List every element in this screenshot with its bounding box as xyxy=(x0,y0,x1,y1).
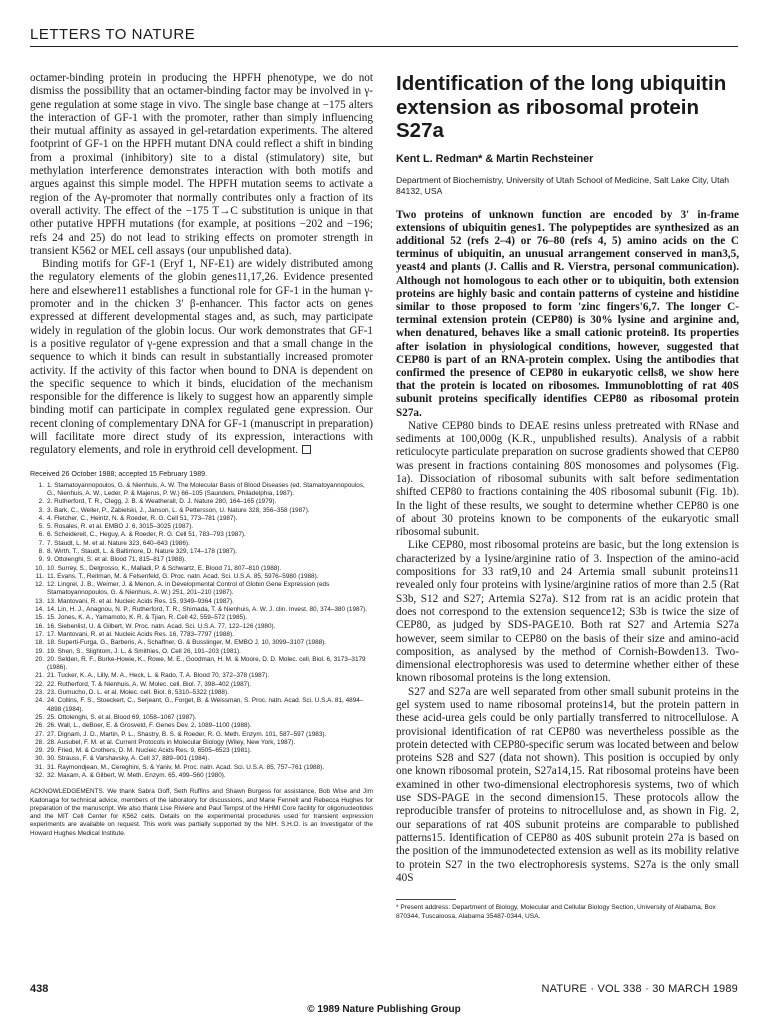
reference-number: 7. xyxy=(38,539,44,547)
section-header: LETTERS TO NATURE xyxy=(30,26,196,43)
reference-item xyxy=(30,631,373,639)
reference-number: 10. xyxy=(35,564,44,572)
reference-item xyxy=(30,531,373,539)
reference-text: 27. Dignam, J. D., Martin, P. L., Shastry, B. S. & Roeder, R. G. Meth. Enzym. 101, 587–597 (1983). xyxy=(47,730,327,738)
reference-text: 24. Collins, F. S., Stoeckert, C., Serjeant, G., Forget, B. & Weissman, S. Proc. natn. Acad. Sci. U.S.A. 81, 4894–4898 (1984). xyxy=(47,697,364,713)
header-rule xyxy=(30,46,738,47)
reference-item xyxy=(30,581,373,598)
reference-text: 16. Siebenlist, U. & Gilbert, W. Proc. natn. Acad. Sci. U.S.A. 77, 122–126 (1980). xyxy=(47,622,276,630)
author-affiliation: Department of Biochemistry, University of Utah School of Medicine, Salt Lake City, Utah 84132, USA xyxy=(396,174,730,196)
reference-text: 21. Tucker, K. A., Lilly, M. A., Heck, L. & Rado, T. A. Blood 70, 372–378 (1987). xyxy=(47,672,270,680)
reference-number: 25. xyxy=(35,713,44,721)
reference-item xyxy=(30,482,373,499)
reference-number: 11. xyxy=(35,572,44,580)
reference-number: 31. xyxy=(35,763,44,771)
article-title: Identification of the long ubiquitin extension as ribosomal protein S27a xyxy=(396,72,727,142)
reference-text: 19. Shen, S., Slightom, J. L. & Smithies, O. Cell 26, 191–203 (1981). xyxy=(47,647,241,655)
reference-text: 23. Gumucho, D. L. et al. Molec. cell. Biol. 8, 5310–5322 (1988). xyxy=(47,689,229,697)
reference-number: 13. xyxy=(35,597,44,605)
reference-item xyxy=(30,689,373,697)
reference-item xyxy=(30,623,373,631)
left-paragraph-2 xyxy=(30,258,373,457)
reference-item xyxy=(30,515,373,523)
reference-number: 1. xyxy=(38,481,44,489)
reference-item xyxy=(30,565,373,573)
received-dates: Received 26 October 1988; accepted 15 February 1989. xyxy=(30,469,208,478)
reference-text: 20. Selden, R. F., Burke-Howie, K., Rowe, M. E., Goodman, H. M. & Moore, D. D. Molec. cell. Biol. 6, 3173–3179 (1986). xyxy=(47,655,366,672)
reference-text: 5. Rosales, R. et al. EMBO J. 6, 3015–3025 (1987). xyxy=(47,523,193,531)
reference-item xyxy=(30,739,373,747)
reference-text: 8. Wirth, T., Staudt, L. & Baltimore, D. Nature 329, 174–178 (1987). xyxy=(47,547,237,555)
reference-number: 14. xyxy=(35,606,44,614)
left-paragraph-2-text: Binding motifs for GF-1 (Eryf 1, NF-E1) are widely distributed among the regulatory elements of the globin genes11,17,26. Evidence presented here and elsewhere11 establishes a functional role for GF-1 in the human γ-promoter and in the chicken 3′ β-enhancer. This factor acts on genes expressed at different developmental stages and, as such, may participate widely in regulation of the globin locus. Our work demonstrates that GF-1 is a positive regulator of γ-gene expression and that a small change in the sequence to which it binds can result in substantially increased promoter activity. If the activity of this factor when bound to DNA is dependent on the specific sequence to which it binds, elucidation of the mechanism responsible for the difference is likely to suggest how an apparently simple binding motif can participate in complex regulated gene expression. Our recent cloning of complementary DNA for GF-1 (manuscript in preparation) will facilitate more direct study of its expression, interactions with regulatory elements, and role in erythroid cell development. xyxy=(30,258,373,457)
journal-footer: NATURE · VOL 338 · 30 MARCH 1989 xyxy=(541,983,738,995)
reference-number: 6. xyxy=(38,531,44,539)
right-column xyxy=(396,72,739,921)
reference-item xyxy=(30,656,373,673)
page-number: 438 xyxy=(30,983,49,995)
reference-item xyxy=(30,747,373,755)
article-authors: Kent L. Redman* & Martin Rechsteiner xyxy=(396,152,594,165)
reference-number: 3. xyxy=(38,506,44,514)
reference-item xyxy=(30,507,373,515)
reference-number: 27. xyxy=(35,730,44,738)
reference-text: 31. Raymondjean, M., Cereghini, S. & Yaniv, M. Proc. natn. Acad. Sci. U.S.A. 85, 757–761 (1988). xyxy=(47,763,325,771)
reference-text: 17. Mantovani, R. et al. Nucleic Acids Res. 16, 7783–7797 (1988). xyxy=(47,630,234,638)
reference-text: 15. Jones, K. A., Yamamoto, K. R. & Tjian, R. Cell 42, 559–572 (1985). xyxy=(47,614,247,622)
end-of-article-mark xyxy=(302,445,311,454)
reference-text: 14. Lin, H. J., Anagnou, N. P., Rutherford, T. R., Shimada, T. & Nienhuis, A. W. J. clin. Invest. 80, 374–380 (1987). xyxy=(47,606,368,614)
reference-number: 2. xyxy=(38,498,44,506)
reference-item xyxy=(30,731,373,739)
reference-text: 29. Fried, M. & Crothers, D. M. Nucleic Acids Res. 9, 6505–6523 (1981). xyxy=(47,747,252,755)
reference-number: 24. xyxy=(35,697,44,705)
reference-list xyxy=(30,482,373,781)
acknowledgements: ACKNOWLEDGEMENTS. We thank Sabra Goff, Seth Ruffins and Shawn Burgess for assistance, Bob Wise and Jim Kadonaga for technical advice, members of the laboratory for discussions, and Marie Fennell and Rebecca Hughes for preparation of the manuscript. We also thank Lise Riviere and Paul Tempst of the HHMI Core facility for oligonucleotides and the MIT Cell Center for K562 cells. Details on the experimental procedures used for transient expression experiments are available on request. This work was partially supported by the NIH. S.H.O. is an Investigator of the Howard Hughes Medical Institute. xyxy=(30,788,373,837)
reference-number: 9. xyxy=(38,556,44,564)
reference-text: 11. Evans, T., Reitman, M. & Felsenfeld, G. Proc. natn. Acad. Sci. U.S.A. 85, 5976–5980 (1988). xyxy=(47,572,319,580)
reference-number: 17. xyxy=(35,630,44,638)
reference-item xyxy=(30,556,373,564)
reference-item xyxy=(30,672,373,680)
reference-number: 19. xyxy=(35,647,44,655)
reference-number: 20. xyxy=(35,655,44,663)
reference-item xyxy=(30,648,373,656)
reference-item xyxy=(30,681,373,689)
article-paragraph-2: Like CEP80, most ribosomal proteins are basic, but the long extension is characterized by a lysine/arginine ratio of 3. Inspection of the amino-acid compositions for 33 rat9,10 and 24 Artemia small subunit proteins11 revealed only four proteins with lysine/arginine ratios of more than 2.5 (Rat S3b, S12 and S27; Artemia S27a). S12 from rat is an acidic protein that does not correspond to the extension sequence12; S3b is twice the size of CEP80, as judged by SDS-PAGE10. Both rat S27 and Artemia S27a however, seem similar to CEP80 on the basis of their size and amino-acid composition, as analysed by the method of Cornish-Bowden13. Two-dimensional electrophoresis was used to determine whether either of these known ribosomal proteins is the long extension. xyxy=(396,539,739,685)
reference-text: 22. Rutherford, T. & Nienhuis, A. W. Molec. cell. Biol. 7, 398–402 (1987). xyxy=(47,680,252,688)
reference-item xyxy=(30,548,373,556)
reference-number: 32. xyxy=(35,772,44,779)
reference-text: 13. Mantovani, R. et al. Nucleic Acids Res. 15, 9349–9364 (1987). xyxy=(47,597,234,605)
reference-item xyxy=(30,540,373,548)
reference-item xyxy=(30,498,373,506)
reference-number: 22. xyxy=(35,680,44,688)
reference-number: 21. xyxy=(35,672,44,680)
reference-text: 26. Wall, L., deBoer, E. & Grosveld, F. Genes Dev. 2, 1089–1100 (1988). xyxy=(47,722,252,730)
reference-number: 15. xyxy=(35,614,44,622)
reference-text: 1. Stamatoyannopoulos, G. & Nienhuis, A. W. The Molecular Basis of Blood Diseases (ed. Stamatoyannopoulos, G., Nienhuis, A. W., Leder, P. & Majerus, P. W.) 66–105 (Saunders, Philadelphia, 1987). xyxy=(47,481,365,497)
reference-number: 5. xyxy=(38,523,44,531)
reference-item xyxy=(30,697,373,714)
reference-text: 18. Superti-Furga, G., Barberis, A., Schaffner, G. & Busslinger, M. EMBO J. 10, 3099–3107 (1988). xyxy=(47,639,327,647)
copyright-notice: © 1989 Nature Publishing Group xyxy=(307,1004,461,1015)
reference-number: 16. xyxy=(35,622,44,630)
reference-number: 23. xyxy=(35,689,44,697)
left-column xyxy=(30,72,373,838)
reference-item xyxy=(30,573,373,581)
reference-text: 25. Ottolenghi, S. et al. Blood 69, 1058–1067 (1987). xyxy=(47,713,197,721)
reference-number: 29. xyxy=(35,747,44,755)
reference-text: 4. Fletcher, C., Heintz, N. & Roeder, R. G. Cell 51, 773–781 (1987). xyxy=(47,514,238,522)
reference-number: 26. xyxy=(35,722,44,730)
article-abstract: Two proteins of unknown function are encoded by 3′ in-frame extensions of ubiquitin genes1. The polypeptides are synthesized as an additional 52 (refs 2–4) or 76–80 (refs 4, 5) amino acids on the C terminus of ubiquitin, an unusual arrangement conserved in man3,5, yeast4 and plants (J. Callis and R. Vierstra, personal communication). Although not homologous to each other or to ubiquitin, both extension proteins are highly basic and contain patterns of cysteine and histidine similar to those proposed to form 'zinc fingers'6,7. The longer C-terminal extension protein (CEP80) is 30% lysine and arginine and, when denatured, behaves like a small cationic protein8. Its properties after isolation in physiological conditions, however, suggested that CEP80 is part of an RNA-protein complex. Using the antibodies that confirmed the presence of CEP80 in eukaryotic cells8, we show here that the protein is located on ribosomes. Immunoblotting of rat 40S subunit proteins specifically identifies CEP80 as ribosomal protein S27a. xyxy=(396,208,739,419)
reference-number: 30. xyxy=(35,755,44,763)
reference-text: 30. Strauss, F. & Varshavsky, A. Cell 37, 889–901 (1984). xyxy=(47,755,210,763)
reference-item xyxy=(30,772,373,780)
reference-text: 9. Ottolenghi, S. et al. Blood 71, 815–817 (1988). xyxy=(47,556,186,564)
reference-text: 3. Bark, C., Weller, P., Zabielski, J., Janson, L. & Pettersson, U. Nature 328, 356–358 (1987). xyxy=(47,506,310,514)
reference-number: 18. xyxy=(35,639,44,647)
reference-text: 12. Lingrel, J. B., Weimer, J. & Menon, A. in Developmental Control of Globin Gene Expression (eds Stamatoyannopoulos, G. & Nienhuis, A. W.) 251, 201–210 (1987). xyxy=(47,581,330,597)
reference-number: 12. xyxy=(35,581,44,589)
reference-item xyxy=(30,598,373,606)
reference-item xyxy=(30,614,373,622)
reference-item xyxy=(30,764,373,772)
reference-item xyxy=(30,755,373,763)
reference-number: 8. xyxy=(38,547,44,555)
reference-number: 28. xyxy=(35,738,44,746)
footnote-rule xyxy=(396,899,456,900)
reference-text: 2. Rutherford, T. R., Clegg, J. B. & Weatherall, D. J. Nature 280, 164–165 (1979). xyxy=(47,498,277,506)
article-paragraph-1: Native CEP80 binds to DEAE resins unless pretreated with RNase and sediments at 100,000g (K.R., unpublished results). Analysis of a rabbit reticulocyte particulate preparation on sucrose gradients showed that CEP80 was present in fractions containing 80S monosomes and polysomes (Fig. 1a). Dissociation of ribosomal subunits with salt before sedimentation shifted CEP80 to fractions containing the 40S ribosomal subunit (Fig. 1b). In the light of these results, we sought to determine whether CEP80 is one of about 30 proteins known to be components of the eukaryotic small ribosomal subunit. xyxy=(396,419,739,539)
reference-item xyxy=(30,722,373,730)
reference-text: 32. Maxam, A. & Gilbert, W. Meth. Enzym. 65, 499–560 (1980). xyxy=(47,772,226,779)
article-paragraph-3: S27 and S27a are well separated from other small subunit proteins in the gel system used to name ribosomal proteins14, but the protein pattern in these acid-urea gels could be only partially transferred to nitrocellulose. A provisional identification of rat CEP80 was nevertheless possible as the protein detected with CEP80-specific serum was located between and below proteins S28 and S27 (data not shown). This position is occupied by only one known ribosomal protein, S27a14,15. Rat ribosomal proteins have been examined in other two-dimensional electrophoresis systems, two of which use SDS-PAGE in the second dimension15. These protocols allow the reproducible transfer of proteins to nitrocellulose and, as shown in Fig. 2, our separations of rat 40S subunit proteins are comparable to published patterns15. Identification of CEP80 as 40S subunit protein 27a is based on the position of the immunodetected extension as well as its mobility relative to protein S27 in the two electrophoresis systems. S27a is the only small 40S xyxy=(396,685,739,884)
reference-item xyxy=(30,606,373,614)
reference-text: 6. Scheidereit, C., Heguy, A. & Roeder, R. G. Cell 51, 783–793 (1987). xyxy=(47,531,246,539)
reference-item xyxy=(30,714,373,722)
reference-text: 10. Surrey, S., Delgrosso, K., Malladi, P. & Schwartz, E. Blood 71, 807–810 (1988). xyxy=(47,564,282,572)
reference-number: 4. xyxy=(38,514,44,522)
reference-text: 28. Ausubel, F. M. et al. Current Protocols in Molecular Biology (Wiley, New York, 1987). xyxy=(47,738,296,746)
reference-text: 7. Staudt, L. M. et al. Nature 323, 640–643 (1986). xyxy=(47,539,190,547)
left-paragraph-1: octamer-binding protein in producing the HPFH phenotype, we do not dismiss the possibility that an octamer-binding factor may be involved in γ-gene regulation at some stage in vivo. The single base change at −175 alters the interaction of GF-1 with the promoter, rather than simply influencing their mutual affinity as assayed in gel-retardation experiments. The altered footprint of GF-1 on the HPFH mutant DNA could reflect a shift in binding from a proximal (inhibitory) site to a distal (stimulatory) site, but methylation interference demonstrates interaction with both motifs and argues against this simple model. The HPFH mutation seems to activate a region of the Aγ-promoter that normally contributes only a fraction of its overall activity. The effect of the −175 T→C substitution is unique in that other putative HPFH mutations (for example, at positions −202 and −196; refs 24 and 25) do not lead to striking effects on promoter strength in transient K562 or MEL cell assays (our unpublished data). xyxy=(30,72,373,257)
author-footnote: * Present address: Department of Biology, Molecular and Cellular Biology Section, University of Alabama, Box 870344, Tuscaloosa, Alabama 35487-0344, USA. xyxy=(396,904,716,920)
reference-item xyxy=(30,523,373,531)
reference-item xyxy=(30,639,373,647)
